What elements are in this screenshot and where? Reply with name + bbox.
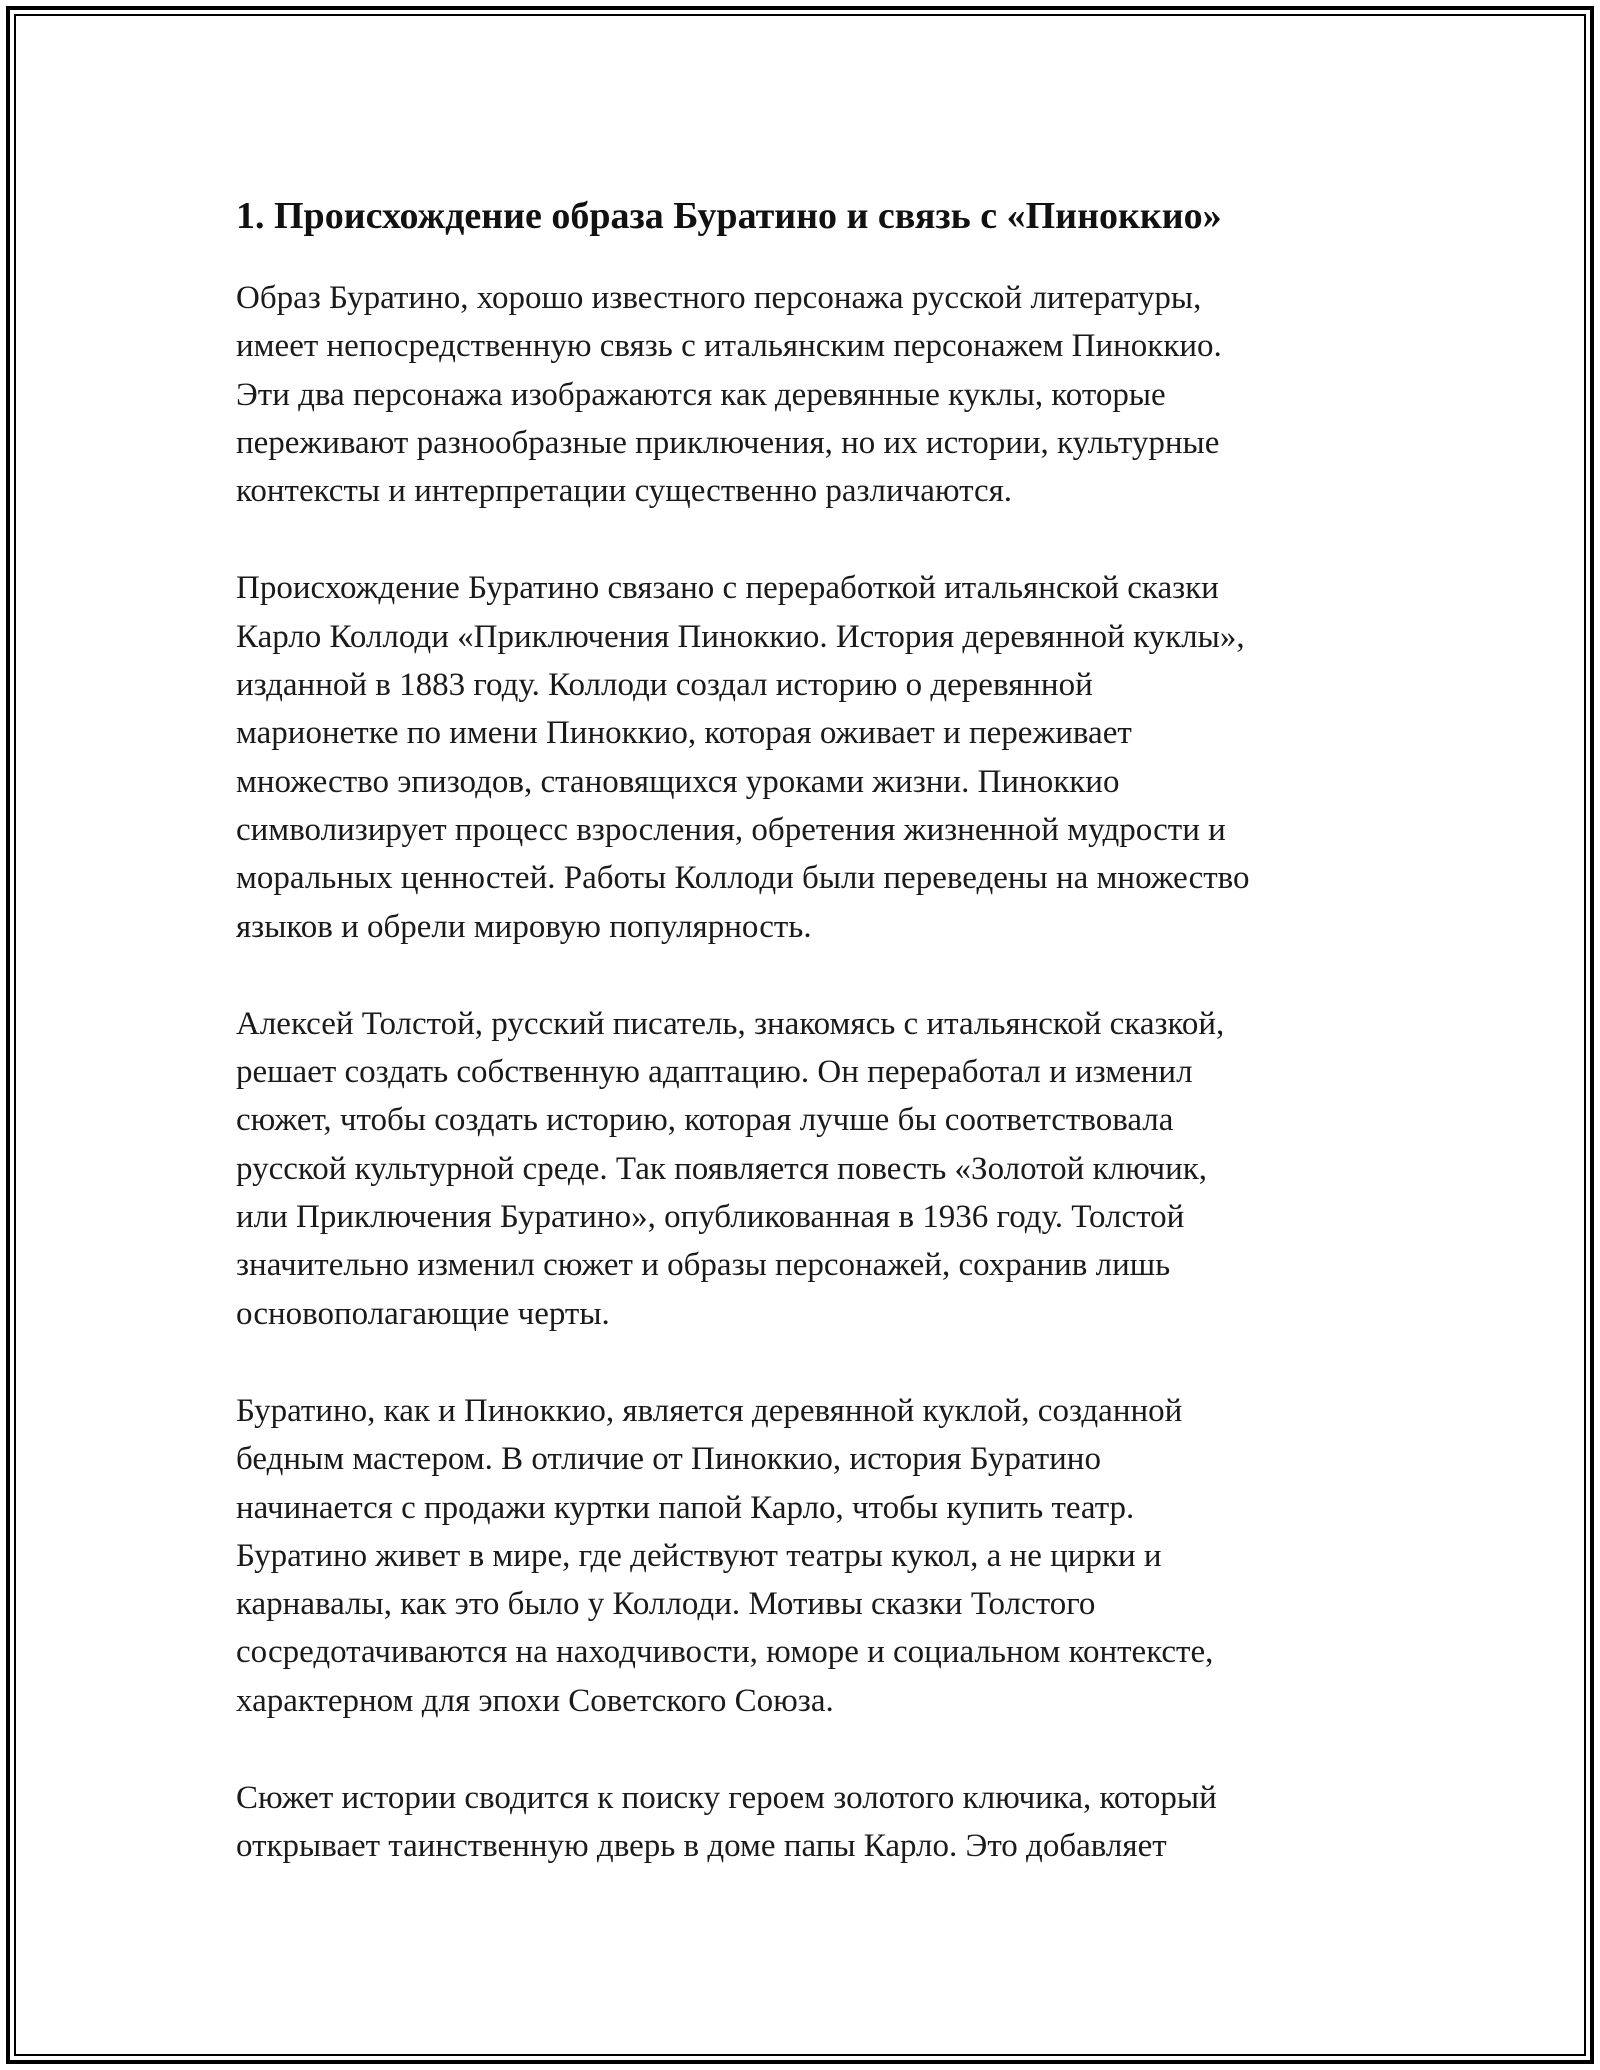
paragraph-line: изданной в 1883 году. Коллоди создал историю о деревянной: [236, 667, 1093, 704]
body-paragraph: [236, 1387, 1386, 1725]
paragraph-line: языков и обрели мировую популярность.: [236, 908, 812, 945]
body-paragraph: [236, 1000, 1386, 1338]
paragraph-line: характерном для эпохи Советского Союза.: [236, 1682, 834, 1719]
paragraph-line: Алексей Толстой, русский писатель, знакомясь с итальянской сказкой,: [236, 1005, 1225, 1042]
section-heading: 1. Происхождение образа Буратино и связь с «Пиноккио»: [236, 195, 1222, 237]
paragraph-line: контексты и интерпретации существенно различаются.: [236, 473, 1013, 510]
paragraph-line: Буратино, как и Пиноккио, является деревянной куклой, созданной: [236, 1392, 1183, 1429]
body-paragraph: [236, 564, 1386, 950]
paragraph-line: русской культурной среде. Так появляется повесть «Золотой ключик,: [236, 1150, 1208, 1187]
paragraph-line: Образ Буратино, хорошо известного персонажа русской литературы,: [236, 280, 1202, 316]
paragraph-line: сюжет, чтобы создать историю, которая лучше бы соответствовала: [236, 1102, 1174, 1139]
paragraph-line: бедным мастером. В отличие от Пиноккио, история Буратино: [236, 1441, 1101, 1478]
paragraph-line: Происхождение Буратино связано с переработкой итальянской сказки: [236, 570, 1219, 607]
paragraph-line: открывает таинственную дверь в доме папы Карло. Это добавляет: [236, 1828, 1167, 1865]
paragraph-line: марионетке по имени Пиноккио, которая оживает и переживает: [236, 715, 1132, 752]
paragraph-line: символизирует процесс взросления, обретения жизненной мудрости и: [236, 811, 1226, 848]
paragraph-list: [236, 274, 1386, 1871]
document-body: [236, 188, 1386, 1920]
paragraph-line: значительно изменил сюжет и образы персонажей, сохранив лишь: [236, 1247, 1171, 1284]
paragraph-line: множество эпизодов, становящихся уроками жизни. Пиноккио: [236, 763, 1120, 800]
paragraph-line: решает создать собственную адаптацию. Он переработал и изменил: [236, 1054, 1193, 1091]
paragraph-line: или Приключения Буратино», опубликованная в 1936 году. Толстой: [236, 1199, 1185, 1236]
paragraph-line: основополагающие черты.: [236, 1295, 610, 1332]
paragraph-line: Карло Коллоди «Приключения Пиноккио. История деревянной куклы»,: [236, 618, 1245, 655]
paragraph-line: Эти два персонажа изображаются как деревянные куклы, которые: [236, 376, 1166, 413]
paragraph-line: сосредотачиваются на находчивости, юморе и социальном контексте,: [236, 1634, 1214, 1671]
body-paragraph: [236, 1774, 1386, 1871]
body-paragraph: [236, 274, 1386, 515]
paragraph-line: Сюжет истории сводится к поиску героем золотого ключика, который: [236, 1780, 1217, 1817]
paragraph-line: Буратино живет в мире, где действуют театры кукол, а не цирки и: [236, 1537, 1162, 1574]
paragraph-line: карнавалы, как это было у Коллоди. Мотивы сказки Толстого: [236, 1586, 1096, 1623]
paragraph-line: начинается с продажи куртки папой Карло, чтобы купить театр.: [236, 1489, 1135, 1526]
paragraph-line: имеет непосредственную связь с итальянским персонажем Пиноккио.: [236, 328, 1222, 365]
paragraph-line: моральных ценностей. Работы Коллоди были переведены на множество: [236, 860, 1250, 897]
paragraph-line: переживают разнообразные приключения, но их истории, культурные: [236, 424, 1220, 461]
